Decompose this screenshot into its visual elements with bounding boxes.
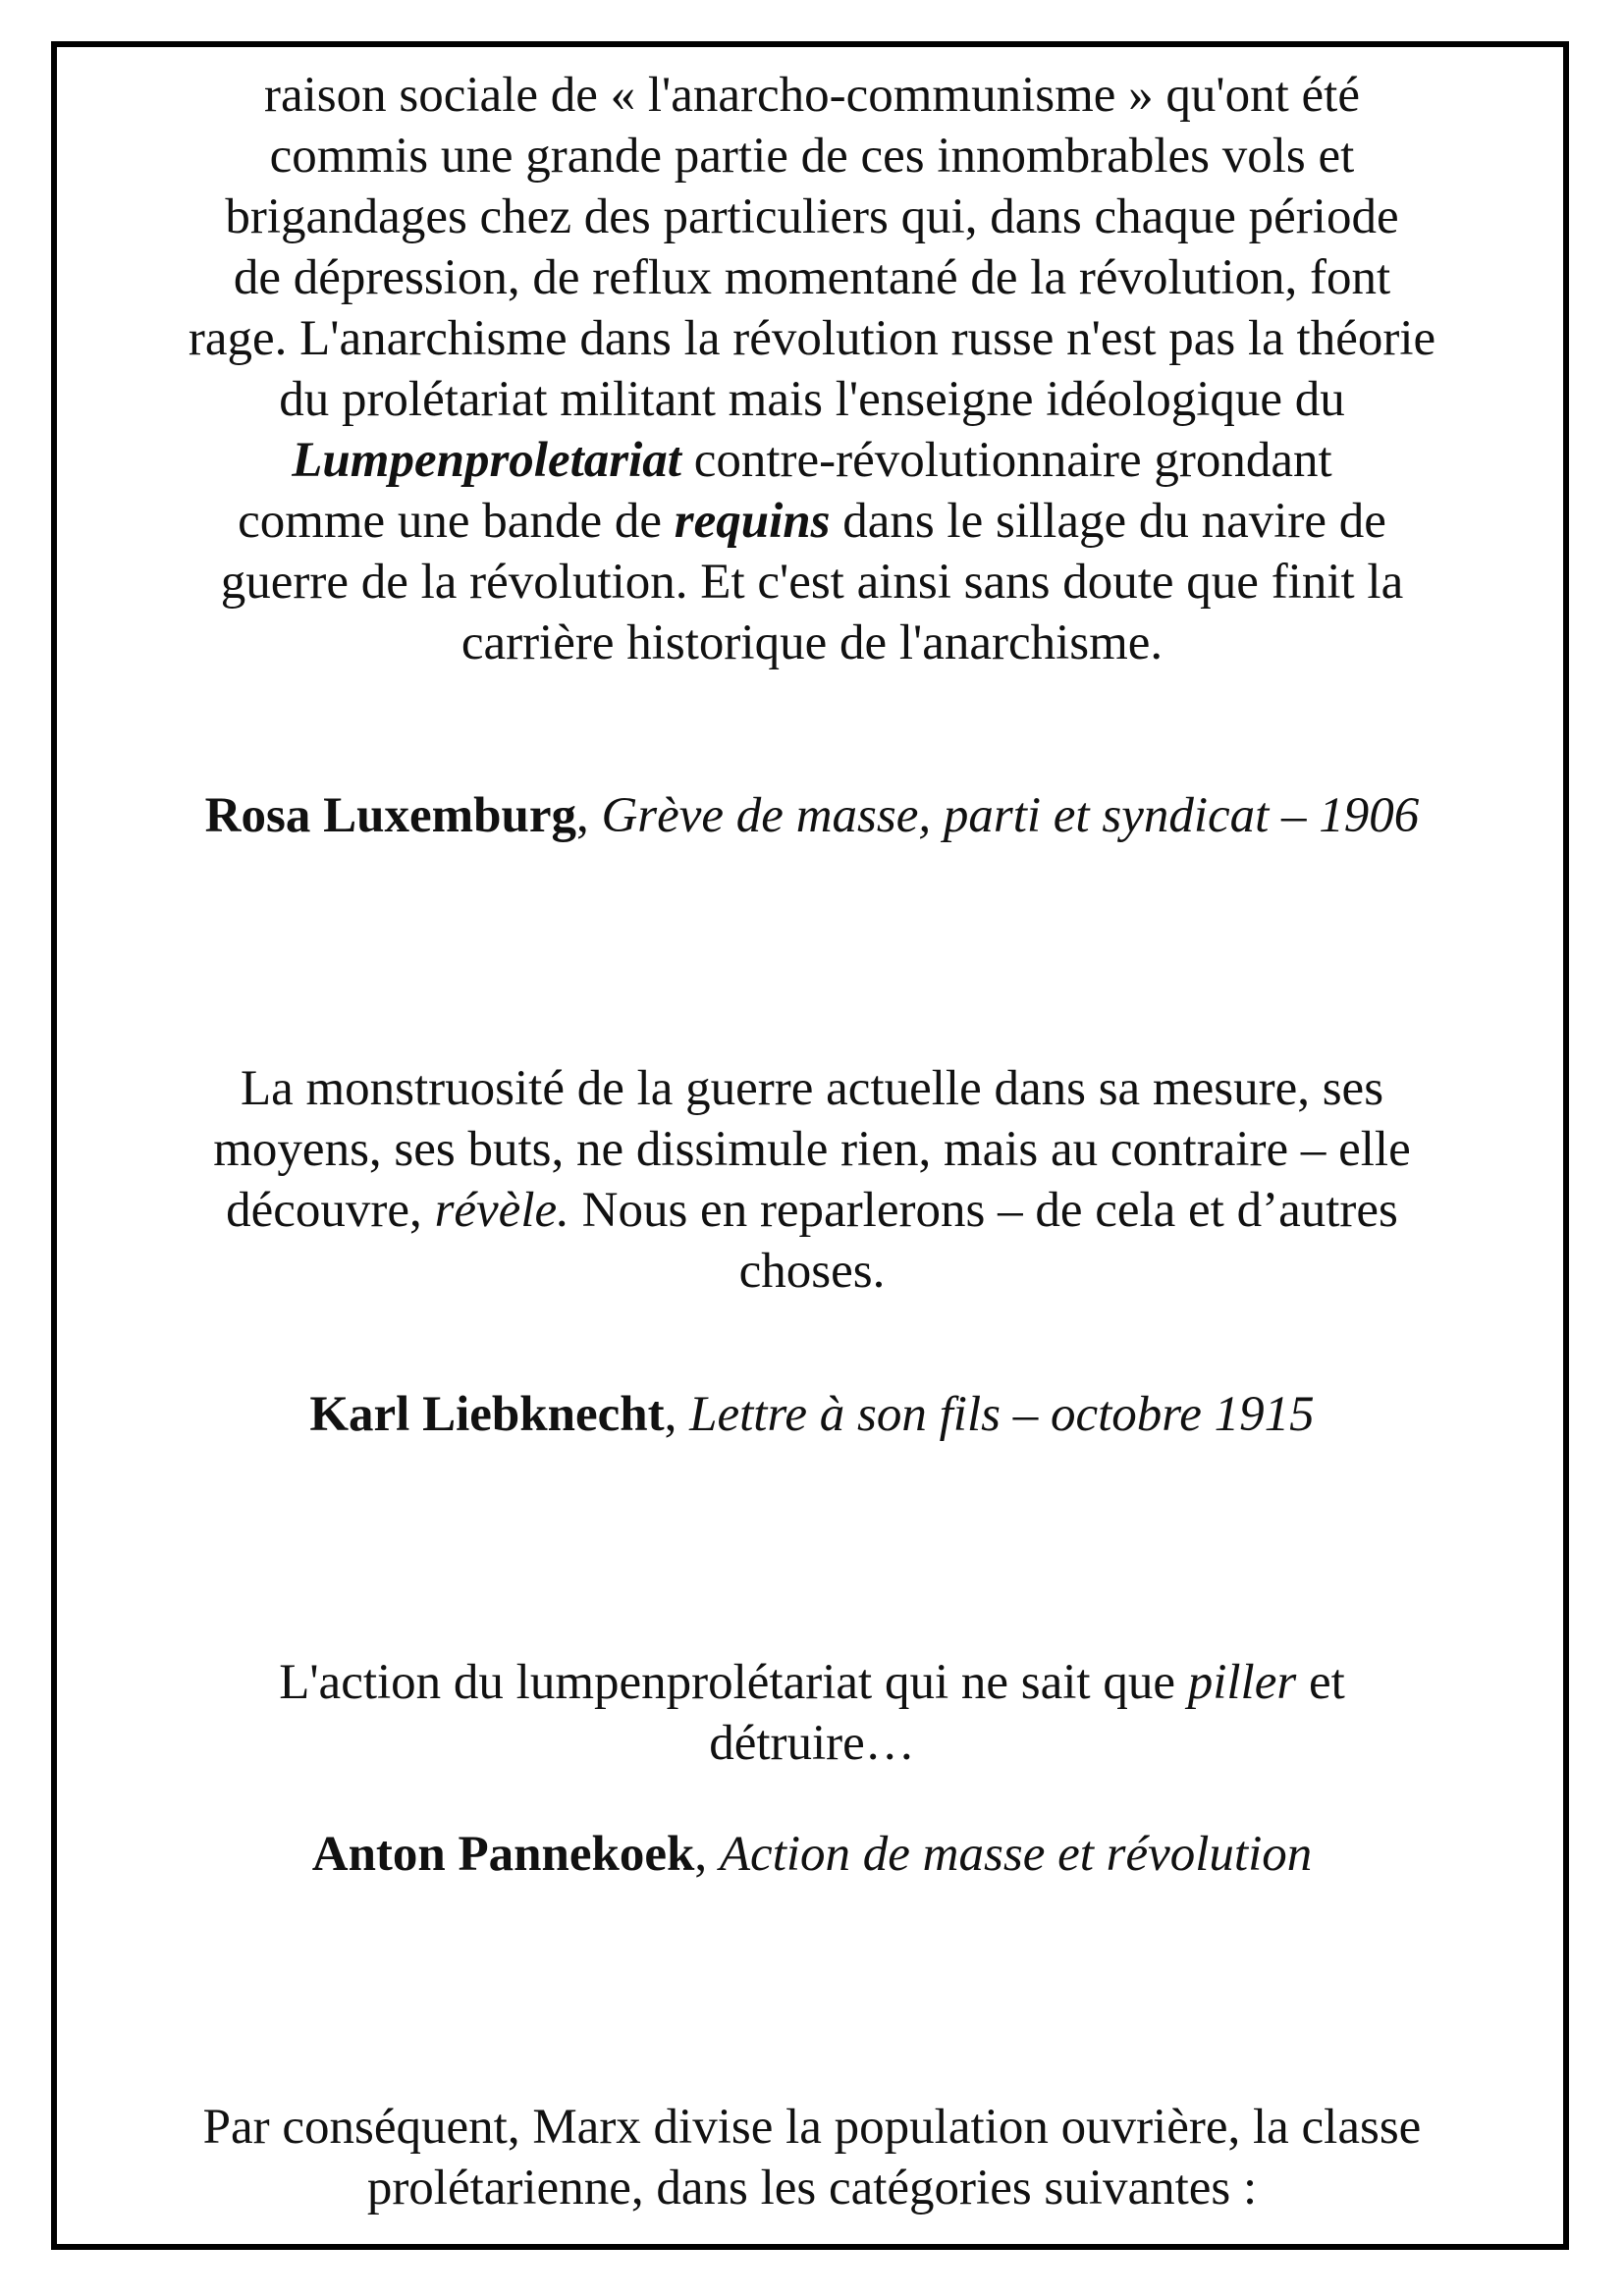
text-line: prolétarienne, dans les catégories suivantes : [366, 2161, 1258, 2216]
work-title: Action de masse et révolution [719, 1827, 1313, 1882]
emphasis-lumpenproletariat: Lumpenproletariat [292, 433, 681, 488]
quote-luxemburg-text [69, 65, 1555, 673]
emphasis-requins: requins [674, 494, 831, 549]
attribution-separator: , [664, 1387, 690, 1442]
text-fragment: contre-révolutionnaire grondant [680, 433, 1332, 488]
text-line: choses. [738, 1244, 886, 1299]
text-line [69, 1180, 1555, 1241]
text-line: rage. L'anarchisme dans la révolution russe n'est pas la théorie [188, 311, 1436, 366]
text-line [69, 491, 1555, 552]
text-line: Par conséquent, Marx divise la population ouvrière, la classe [202, 2100, 1422, 2155]
text-line: de dépression, de reflux momentané de la révolution, font [233, 250, 1391, 305]
author-name: Rosa Luxemburg [204, 788, 576, 843]
text-line: moyens, ses buts, ne dissimule rien, mais au contraire – elle [213, 1122, 1411, 1177]
text-line: brigandages chez des particuliers qui, dans chaque période [225, 189, 1399, 244]
work-title: Grève de masse, parti et syndicat – 1906 [601, 788, 1420, 843]
emphasis-piller: piller [1187, 1655, 1297, 1710]
attribution-liebknecht [69, 1384, 1555, 1445]
attribution-separator: , [575, 788, 602, 843]
quote-pannekoek-text [69, 1652, 1555, 1774]
text-line: La monstruosité de la guerre actuelle dans sa mesure, ses [240, 1061, 1384, 1116]
text-line: du prolétariat militant mais l'enseigne idéologique du [279, 372, 1345, 427]
text-line: carrière historique de l'anarchisme. [460, 615, 1164, 670]
author-name: Anton Pannekoek [311, 1827, 695, 1882]
closing-paragraph [69, 2097, 1555, 2218]
text-line [69, 430, 1555, 491]
text-fragment: et [1296, 1655, 1345, 1710]
text-fragment: Nous en reparlerons – de cela et d’autres [568, 1183, 1398, 1238]
work-title: Lettre à son fils – octobre 1915 [689, 1387, 1315, 1442]
attribution-luxemburg [69, 785, 1555, 846]
attribution-pannekoek [69, 1824, 1555, 1885]
text-line: commis une grande partie de ces innombrables vols et [269, 129, 1355, 184]
text-line: raison sociale de « l'anarcho-communisme » qu'ont été [264, 68, 1360, 123]
quote-liebknecht-text [69, 1058, 1555, 1302]
text-fragment: L'action du lumpenprolétariat qui ne sait que [279, 1655, 1188, 1710]
author-name: Karl Liebknecht [309, 1387, 665, 1442]
attribution-separator: , [694, 1827, 720, 1882]
text-fragment: découvre, [226, 1183, 435, 1238]
text-line: détruire… [709, 1716, 915, 1771]
text-fragment: comme une bande de [238, 494, 675, 549]
text-line [69, 1652, 1555, 1713]
text-fragment: dans le sillage du navire de [830, 494, 1386, 549]
emphasis-revele: révèle. [434, 1183, 569, 1238]
text-line: guerre de la révolution. Et c'est ainsi sans doute que finit la [220, 555, 1404, 610]
